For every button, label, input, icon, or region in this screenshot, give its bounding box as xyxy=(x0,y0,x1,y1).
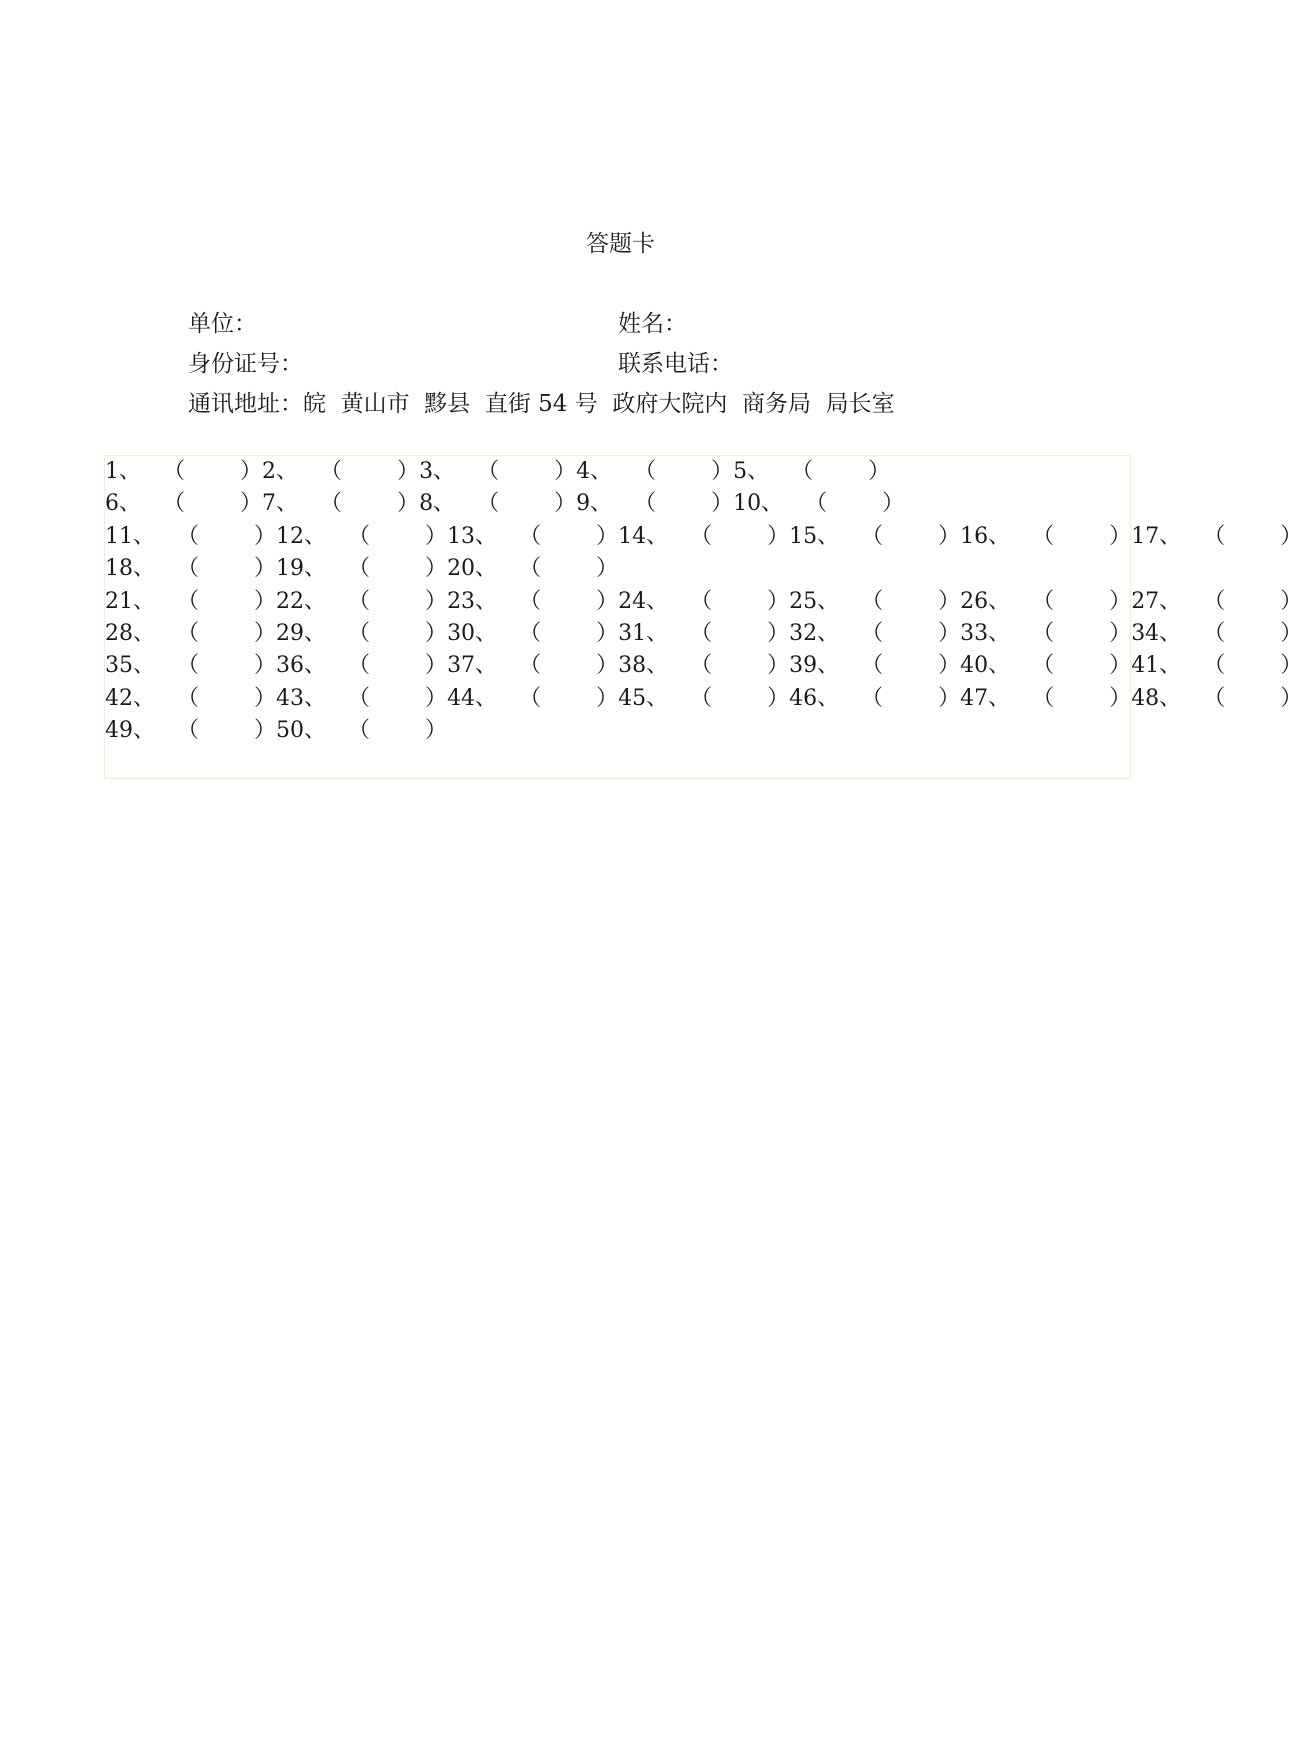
answer-close-paren: ） xyxy=(254,620,277,646)
answer-item-1[interactable] xyxy=(105,456,262,488)
answer-item-38[interactable] xyxy=(618,650,789,682)
question-number: 16、 xyxy=(960,523,1011,549)
answer-close-paren: ） xyxy=(938,523,961,549)
answer-close-paren: ） xyxy=(938,685,961,711)
question-number: 3、 xyxy=(419,459,456,484)
answer-item-36[interactable] xyxy=(276,650,447,682)
page-title: 答题卡 xyxy=(586,231,655,257)
answer-item-9[interactable] xyxy=(576,488,733,520)
answer-open-paren: （ xyxy=(320,459,343,484)
answer-row xyxy=(105,586,1302,618)
answer-close-paren: ） xyxy=(868,459,891,484)
answer-open-paren: （ xyxy=(861,653,884,679)
id-label: 身份证号： xyxy=(188,351,303,377)
answer-close-paren: ） xyxy=(254,556,277,582)
answer-open-paren: （ xyxy=(348,620,371,646)
question-number: 1、 xyxy=(105,459,141,484)
answer-close-paren: ） xyxy=(425,620,448,646)
question-number: 35、 xyxy=(105,653,155,679)
answer-open-paren: （ xyxy=(177,556,200,582)
answer-open-paren: （ xyxy=(348,718,371,744)
question-number: 31、 xyxy=(618,620,669,646)
answer-open-paren: （ xyxy=(177,588,200,614)
question-number: 39、 xyxy=(789,653,840,679)
answer-close-paren: ） xyxy=(254,685,277,711)
answer-item-20[interactable] xyxy=(447,553,618,585)
answer-open-paren: （ xyxy=(861,588,884,614)
answer-item-15[interactable] xyxy=(789,521,960,553)
answer-item-22[interactable] xyxy=(276,586,447,618)
answer-open-paren: （ xyxy=(177,718,200,744)
question-number: 33、 xyxy=(960,620,1011,646)
answer-close-paren: ） xyxy=(1280,523,1302,549)
question-number: 47、 xyxy=(960,685,1011,711)
answer-open-paren: （ xyxy=(690,588,713,614)
answer-item-3[interactable] xyxy=(419,456,576,488)
question-number: 27、 xyxy=(1131,588,1182,614)
answer-item-25[interactable] xyxy=(789,586,960,618)
question-number: 50、 xyxy=(276,718,327,744)
answer-open-paren: （ xyxy=(519,588,542,614)
question-number: 29、 xyxy=(276,620,327,646)
answer-grid xyxy=(104,455,1302,779)
answer-open-paren: （ xyxy=(690,620,713,646)
answer-open-paren: （ xyxy=(1203,653,1226,679)
answer-item-50[interactable] xyxy=(276,715,447,747)
answer-open-paren: （ xyxy=(163,459,186,484)
answer-open-paren: （ xyxy=(634,491,657,517)
answer-item-26[interactable] xyxy=(960,586,1131,618)
question-number: 38、 xyxy=(618,653,669,679)
answer-item-46[interactable] xyxy=(789,683,960,715)
answer-close-paren: ） xyxy=(767,620,790,646)
question-number: 22、 xyxy=(276,588,327,614)
answer-close-paren: ） xyxy=(882,491,905,517)
answer-open-paren: （ xyxy=(519,685,542,711)
phone-label: 联系电话： xyxy=(618,351,733,377)
answer-close-paren: ） xyxy=(1109,523,1132,549)
answer-item-12[interactable] xyxy=(276,521,447,553)
address-value: 皖 黄山市 黟县 直街 54 号 政府大院内 商务局 局长室 xyxy=(303,391,895,417)
answer-close-paren: ） xyxy=(767,685,790,711)
answer-open-paren: （ xyxy=(519,620,542,646)
answer-item-32[interactable] xyxy=(789,618,960,650)
answer-item-4[interactable] xyxy=(576,456,733,488)
answer-item-10[interactable] xyxy=(733,488,904,520)
answer-item-39[interactable] xyxy=(789,650,960,682)
answer-item-37[interactable] xyxy=(447,650,618,682)
question-number: 25、 xyxy=(789,588,840,614)
answer-item-43[interactable] xyxy=(276,683,447,715)
question-number: 13、 xyxy=(447,523,498,549)
answer-close-paren: ） xyxy=(254,588,277,614)
answer-close-paren: ） xyxy=(254,523,277,549)
answer-open-paren: （ xyxy=(861,685,884,711)
answer-close-paren: ） xyxy=(938,588,961,614)
answer-item-49[interactable] xyxy=(105,715,276,747)
question-number: 14、 xyxy=(618,523,669,549)
answer-open-paren: （ xyxy=(861,620,884,646)
answer-close-paren: ） xyxy=(596,523,619,549)
answer-open-paren: （ xyxy=(163,491,186,517)
answer-close-paren: ） xyxy=(1109,653,1132,679)
question-number: 24、 xyxy=(618,588,669,614)
address-label: 通讯地址： xyxy=(188,391,303,417)
answer-row xyxy=(105,488,1130,520)
answer-open-paren: （ xyxy=(634,459,657,484)
answer-close-paren: ） xyxy=(767,523,790,549)
answer-close-paren: ） xyxy=(554,459,577,484)
answer-close-paren: ） xyxy=(397,459,420,484)
answer-row xyxy=(105,456,1130,488)
question-number: 15、 xyxy=(789,523,840,549)
answer-close-paren: ） xyxy=(425,685,448,711)
answer-item-33[interactable] xyxy=(960,618,1131,650)
answer-item-11[interactable] xyxy=(105,521,276,553)
answer-item-40[interactable] xyxy=(960,650,1131,682)
answer-open-paren: （ xyxy=(1032,588,1055,614)
answer-close-paren: ） xyxy=(425,653,448,679)
question-number: 48、 xyxy=(1131,685,1182,711)
question-number: 28、 xyxy=(105,620,155,646)
question-number: 7、 xyxy=(262,491,299,517)
answer-open-paren: （ xyxy=(1203,588,1226,614)
question-number: 49、 xyxy=(105,718,155,744)
question-number: 4、 xyxy=(576,459,613,484)
answer-open-paren: （ xyxy=(1032,523,1055,549)
question-number: 23、 xyxy=(447,588,498,614)
answer-open-paren: （ xyxy=(348,685,371,711)
answer-close-paren: ） xyxy=(240,491,263,517)
answer-open-paren: （ xyxy=(177,620,200,646)
answer-item-16[interactable] xyxy=(960,521,1131,553)
question-number: 9、 xyxy=(576,491,613,517)
question-number: 36、 xyxy=(276,653,327,679)
answer-item-35[interactable] xyxy=(105,650,276,682)
answer-open-paren: （ xyxy=(348,588,371,614)
question-number: 6、 xyxy=(105,491,141,517)
answer-item-45[interactable] xyxy=(618,683,789,715)
answer-close-paren: ） xyxy=(1109,620,1132,646)
answer-open-paren: （ xyxy=(1032,653,1055,679)
answer-open-paren: （ xyxy=(690,653,713,679)
question-number: 43、 xyxy=(276,685,327,711)
answer-item-23[interactable] xyxy=(447,586,618,618)
question-number: 34、 xyxy=(1131,620,1182,646)
answer-item-21[interactable] xyxy=(105,586,276,618)
question-number: 46、 xyxy=(789,685,840,711)
answer-open-paren: （ xyxy=(1203,620,1226,646)
answer-close-paren: ） xyxy=(1109,588,1132,614)
answer-open-paren: （ xyxy=(477,491,500,517)
answer-row xyxy=(105,715,1130,747)
answer-close-paren: ） xyxy=(554,491,577,517)
answer-row xyxy=(105,521,1302,553)
answer-open-paren: （ xyxy=(320,491,343,517)
answer-item-5[interactable] xyxy=(733,456,890,488)
answer-row xyxy=(105,618,1302,650)
question-number: 20、 xyxy=(447,556,498,582)
answer-item-24[interactable] xyxy=(618,586,789,618)
answer-item-17[interactable] xyxy=(1131,521,1302,553)
question-number: 17、 xyxy=(1131,523,1182,549)
question-number: 11、 xyxy=(105,523,155,549)
answer-item-30[interactable] xyxy=(447,618,618,650)
answer-open-paren: （ xyxy=(1032,620,1055,646)
answer-close-paren: ） xyxy=(425,523,448,549)
question-number: 2、 xyxy=(262,459,299,484)
question-number: 30、 xyxy=(447,620,498,646)
question-number: 19、 xyxy=(276,556,327,582)
question-number: 41、 xyxy=(1131,653,1182,679)
answer-item-48[interactable] xyxy=(1131,683,1302,715)
answer-open-paren: （ xyxy=(791,459,814,484)
answer-item-47[interactable] xyxy=(960,683,1131,715)
answer-close-paren: ） xyxy=(596,685,619,711)
answer-close-paren: ） xyxy=(397,491,420,517)
info-row-address xyxy=(188,388,895,420)
answer-close-paren: ） xyxy=(711,491,734,517)
answer-close-paren: ） xyxy=(1280,653,1302,679)
answer-close-paren: ） xyxy=(425,588,448,614)
answer-item-34[interactable] xyxy=(1131,618,1302,650)
question-number: 8、 xyxy=(419,491,456,517)
answer-close-paren: ） xyxy=(596,653,619,679)
answer-open-paren: （ xyxy=(348,523,371,549)
answer-row xyxy=(105,553,1130,585)
answer-item-6[interactable] xyxy=(105,488,262,520)
answer-close-paren: ） xyxy=(425,556,448,582)
answer-close-paren: ） xyxy=(938,620,961,646)
answer-item-7[interactable] xyxy=(262,488,419,520)
answer-close-paren: ） xyxy=(240,459,263,484)
answer-item-13[interactable] xyxy=(447,521,618,553)
answer-row xyxy=(105,650,1302,682)
question-number: 10、 xyxy=(733,491,784,517)
answer-item-14[interactable] xyxy=(618,521,789,553)
answer-close-paren: ） xyxy=(425,718,448,744)
answer-close-paren: ） xyxy=(596,588,619,614)
answer-open-paren: （ xyxy=(519,653,542,679)
answer-close-paren: ） xyxy=(254,653,277,679)
answer-open-paren: （ xyxy=(519,556,542,582)
answer-open-paren: （ xyxy=(348,653,371,679)
answer-open-paren: （ xyxy=(348,556,371,582)
answer-open-paren: （ xyxy=(1032,685,1055,711)
answer-open-paren: （ xyxy=(177,523,200,549)
answer-close-paren: ） xyxy=(711,459,734,484)
question-number: 21、 xyxy=(105,588,155,614)
question-number: 5、 xyxy=(733,459,770,484)
answer-item-8[interactable] xyxy=(419,488,576,520)
question-number: 12、 xyxy=(276,523,327,549)
answer-open-paren: （ xyxy=(690,685,713,711)
answer-item-27[interactable] xyxy=(1131,586,1302,618)
info-row-id-phone xyxy=(188,348,733,380)
answer-close-paren: ） xyxy=(767,588,790,614)
answer-close-paren: ） xyxy=(1280,620,1302,646)
answer-close-paren: ） xyxy=(767,653,790,679)
question-number: 26、 xyxy=(960,588,1011,614)
question-number: 45、 xyxy=(618,685,669,711)
question-number: 44、 xyxy=(447,685,498,711)
answer-row xyxy=(105,683,1302,715)
answer-open-paren: （ xyxy=(177,685,200,711)
answer-close-paren: ） xyxy=(1109,685,1132,711)
answer-close-paren: ） xyxy=(938,653,961,679)
name-label: 姓名： xyxy=(618,311,687,337)
answer-item-31[interactable] xyxy=(618,618,789,650)
answer-open-paren: （ xyxy=(805,491,828,517)
answer-open-paren: （ xyxy=(1203,685,1226,711)
question-number: 40、 xyxy=(960,653,1011,679)
info-row-unit-name xyxy=(188,308,687,340)
question-number: 37、 xyxy=(447,653,498,679)
question-number: 18、 xyxy=(105,556,155,582)
answer-close-paren: ） xyxy=(254,718,277,744)
answer-item-44[interactable] xyxy=(447,683,618,715)
answer-open-paren: （ xyxy=(690,523,713,549)
answer-item-42[interactable] xyxy=(105,683,276,715)
answer-close-paren: ） xyxy=(1280,588,1302,614)
answer-open-paren: （ xyxy=(861,523,884,549)
answer-item-2[interactable] xyxy=(262,456,419,488)
answer-open-paren: （ xyxy=(177,653,200,679)
unit-label: 单位： xyxy=(188,311,257,337)
answer-item-41[interactable] xyxy=(1131,650,1302,682)
question-number: 32、 xyxy=(789,620,840,646)
answer-close-paren: ） xyxy=(596,620,619,646)
answer-item-18[interactable] xyxy=(105,553,276,585)
answer-open-paren: （ xyxy=(477,459,500,484)
answer-open-paren: （ xyxy=(519,523,542,549)
answer-open-paren: （ xyxy=(1203,523,1226,549)
answer-item-29[interactable] xyxy=(276,618,447,650)
answer-close-paren: ） xyxy=(1280,685,1302,711)
answer-item-28[interactable] xyxy=(105,618,276,650)
answer-close-paren: ） xyxy=(596,556,619,582)
question-number: 42、 xyxy=(105,685,155,711)
answer-item-19[interactable] xyxy=(276,553,447,585)
